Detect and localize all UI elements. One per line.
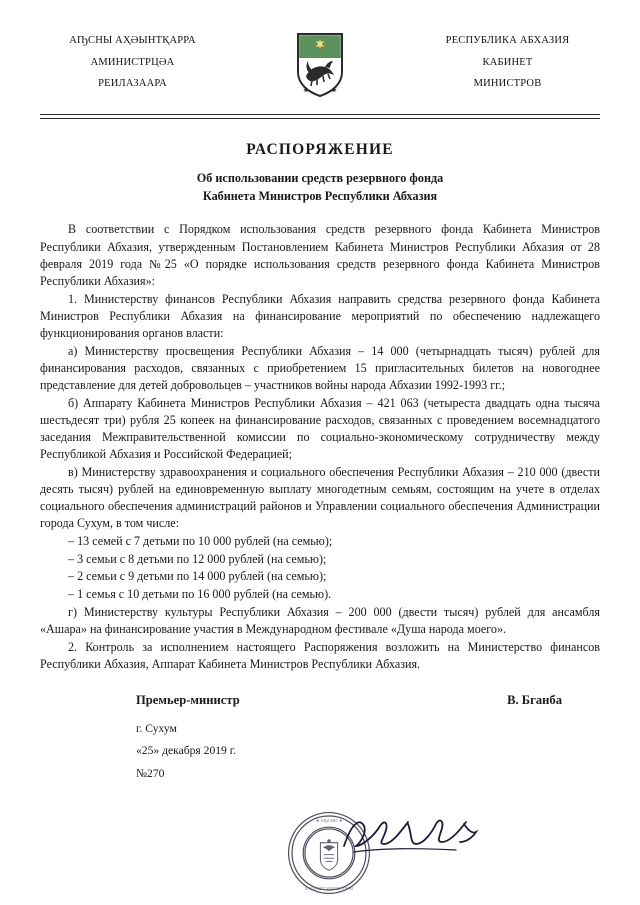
document-subtitle	[40, 170, 600, 205]
list-item: – 1 семья с 10 детьми по 16 000 рублей (на семью).	[68, 586, 332, 601]
subtitle-line-1: Об использовании средств резервного фонда	[196, 171, 444, 185]
svg-text:КАБИНЕТ МИНИСТРОВ: КАБИНЕТ МИНИСТРОВ	[305, 885, 353, 891]
document-header	[40, 22, 600, 98]
signature-block	[40, 693, 600, 708]
header-right-line-3: МИНИСТРОВ	[473, 78, 542, 90]
paragraph-item-1: 1. Министерству финансов Республики Абхазия направить средства резервного фонда Кабинета Министров Республики Абхазия на финансирование мероприятий по обеспечению надлежащего функционирования органов власти:	[40, 291, 600, 340]
paragraph-intro: В соответствии с Порядком использования средств резервного фонда Кабинета Министров Республики Абхазия, утвержденным Постановлением Кабинета Министров Республики Абхазия от 28 февраля 2019 года №25 «О порядке использования средств резервного фонда Кабинета Министров Республики Абхазия»:	[40, 222, 600, 288]
paragraph-item-2: 2. Контроль за исполнением настоящего Распоряжения возложить на Министерство финансов Республики Абхазия, Аппарат Кабинета Министров Республики Абхазия.	[40, 639, 600, 671]
header-left-line-1: АҦСНЫ АҲӘЫНТҚАРРА	[69, 35, 196, 46]
subtitle-line-2: Кабинета Министров Республики Абхазия	[202, 188, 438, 203]
list-item: – 2 семьи с 9 детьми по 14 000 рублей (на семью);	[68, 569, 327, 584]
handwritten-signature-icon	[340, 812, 480, 858]
header-left-abkhaz	[40, 30, 225, 95]
header-right-russian	[415, 30, 600, 95]
header-left-line-2: АМИНИСТРЦӘА	[90, 56, 175, 68]
list-item: – 13 семей с 7 детьми по 10 000 рублей (на семью);	[68, 533, 333, 548]
paragraph-item-1b: б) Аппарату Кабинета Министров Республики Абхазия – 421 063 (четыреста двадцать одна тысяча шестьдесят три) рубля 25 копеек на финансирование расходов, связанных с проведением восемнадцатого заседания Межправительственной комиссии по социально-экономическому сотрудничеству между Республикой Абхазия и Российской Федерацией;	[40, 395, 600, 462]
emblem-container	[280, 30, 360, 98]
paragraph-item-1v: в) Министерству здравоохранения и социального обеспечения Республики Абхазия – 210 000 (двести десять тысяч) рублей на единовременную выплату многодетным семьям, состоящим на учете в отделах социального обеспечения администраций районов и Управлении социального обеспечения Администрации города Сухум, в том числе:	[40, 464, 600, 531]
svg-text:★ АҦСНЫ ★: ★ АҦСНЫ ★	[315, 818, 343, 824]
paragraph-item-1a: а) Министерству просвещения Республики Абхазия – 14 000 (четырнадцать тысяч) рублей для финансирования расходов, связанных с приобретением 15 пригласительных билетов на новогоднее представление для детей добровольцев – участников войны народа Абхазии 1992-1993 гг.;	[40, 343, 600, 392]
signatory-name: В. Бганба	[507, 692, 562, 707]
document-footer	[40, 718, 600, 786]
official-stamp-icon	[286, 810, 372, 896]
coat-of-arms-icon	[294, 32, 346, 98]
footer-date: «25» декабря 2019 г.	[136, 744, 237, 758]
document-body	[40, 221, 600, 672]
header-right-line-2: КАБИНЕТ	[482, 56, 533, 68]
paragraph-item-1g: г) Министерству культуры Республики Абхазия – 200 000 (двести тысяч) рублей для ансамбля «Ашара» на финансирование участия в Международном фестивале «Душа народа моего».	[40, 604, 600, 636]
header-right-line-1: РЕСПУБЛИКА АБХАЗИЯ	[445, 35, 570, 46]
footer-city: г. Сухум	[136, 721, 177, 735]
header-divider-rule	[40, 114, 600, 119]
list-item: – 3 семьи с 8 детьми по 12 000 рублей (на семью);	[68, 551, 327, 566]
footer-number: №270	[136, 767, 165, 781]
header-left-line-3: РЕИЛАЗААРА	[98, 78, 167, 90]
page-title: РАСПОРЯЖЕНИЕ	[246, 141, 394, 158]
signatory-position: Премьер-министр	[136, 692, 240, 707]
